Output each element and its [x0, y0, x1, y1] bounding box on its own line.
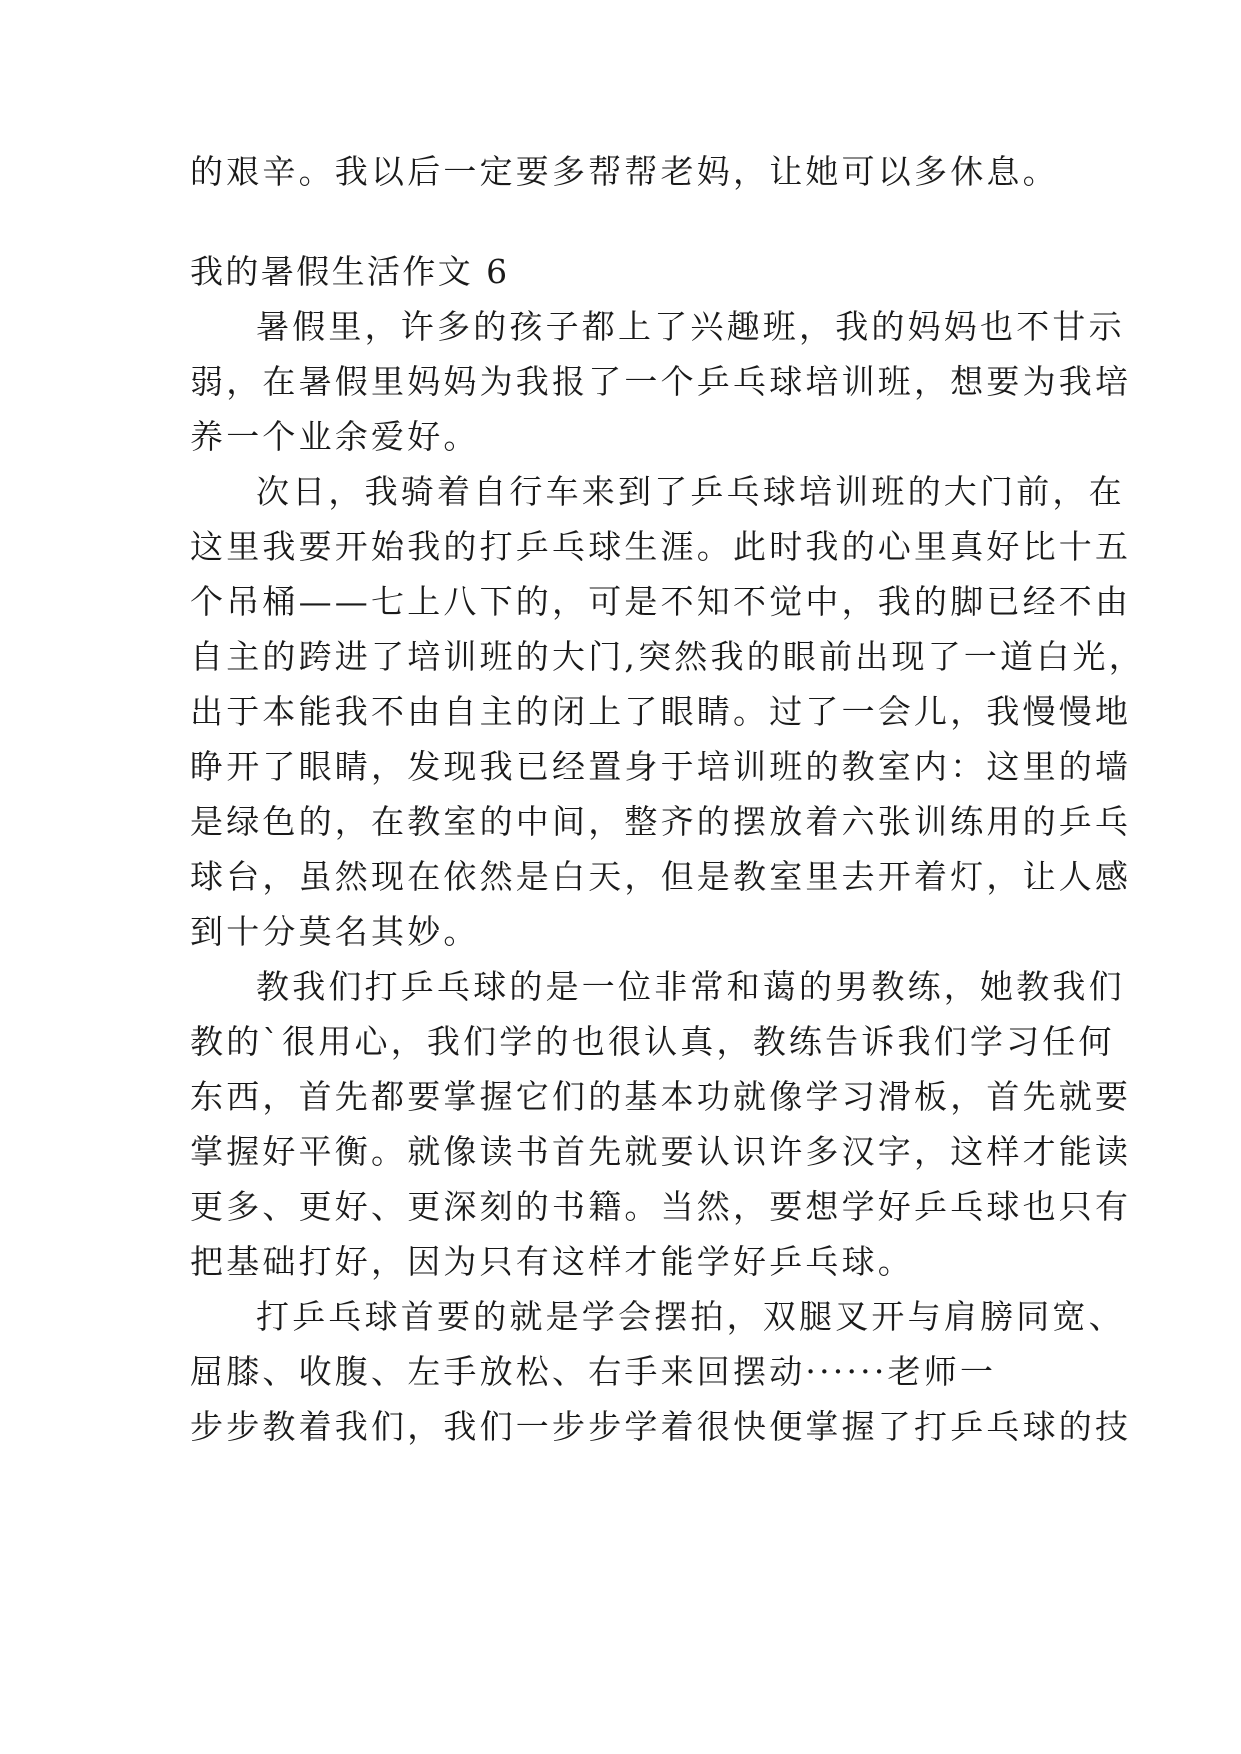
text-line: 弱，在暑假里妈妈为我报了一个乒乓球培训班，想要为我培	[190, 362, 1132, 401]
text-line: 是绿色的，在教室的中间，整齐的摆放着六张训练用的乒乓	[190, 802, 1132, 841]
text-line: 的艰辛。我以后一定要多帮帮老妈，让她可以多休息。	[190, 152, 1059, 191]
text-line: 出于本能我不由自主的闭上了眼睛。过了一会儿，我慢慢地	[190, 692, 1132, 731]
text-line: 暑假里，许多的孩子都上了兴趣班，我的妈妈也不甘示	[256, 307, 1125, 346]
section-heading: 我的暑假生活作文 6	[190, 252, 510, 291]
text-line: 把基础打好，因为只有这样才能学好乒乓球。	[190, 1242, 914, 1281]
text-line: 步步教着我们，我们一步步学着很快便掌握了打乒乓球的技	[190, 1407, 1132, 1446]
text-line: 更多、更好、更深刻的书籍。当然，要想学好乒乓球也只有	[190, 1187, 1132, 1226]
text-line: 屈膝、收腹、左手放松、右手来回摆动······老师一	[190, 1352, 997, 1391]
text-line: 养一个业余爱好。	[190, 417, 480, 456]
text-line: 掌握好平衡。就像读书首先就要认识许多汉字，这样才能读	[190, 1132, 1132, 1171]
text-line: 这里我要开始我的打乒乓球生涯。此时我的心里真好比十五	[190, 527, 1132, 566]
text-line: 次日，我骑着自行车来到了乒乓球培训班的大门前，在	[256, 472, 1125, 511]
text-line: 教我们打乒乓球的是一位非常和蔼的男教练，她教我们	[256, 967, 1125, 1006]
text-line: 睁开了眼睛，发现我已经置身于培训班的教室内：这里的墙	[190, 747, 1132, 786]
text-line: 到十分莫名其妙。	[190, 912, 480, 951]
text-line: 个吊桶——七上八下的，可是不知不觉中，我的脚已经不由	[190, 582, 1132, 621]
text-line: 东西，首先都要掌握它们的基本功就像学习滑板，首先就要	[190, 1077, 1132, 1116]
text-line: 球台，虽然现在依然是白天，但是教室里去开着灯，让人感	[190, 857, 1132, 896]
text-line: 自主的跨进了培训班的大门,突然我的眼前出现了一道白光，	[190, 637, 1145, 676]
text-line: 教的`很用心，我们学的也很认真，教练告诉我们学习任何	[190, 1022, 1115, 1061]
text-line: 打乒乓球首要的就是学会摆拍，双腿叉开与肩膀同宽、	[256, 1297, 1125, 1336]
